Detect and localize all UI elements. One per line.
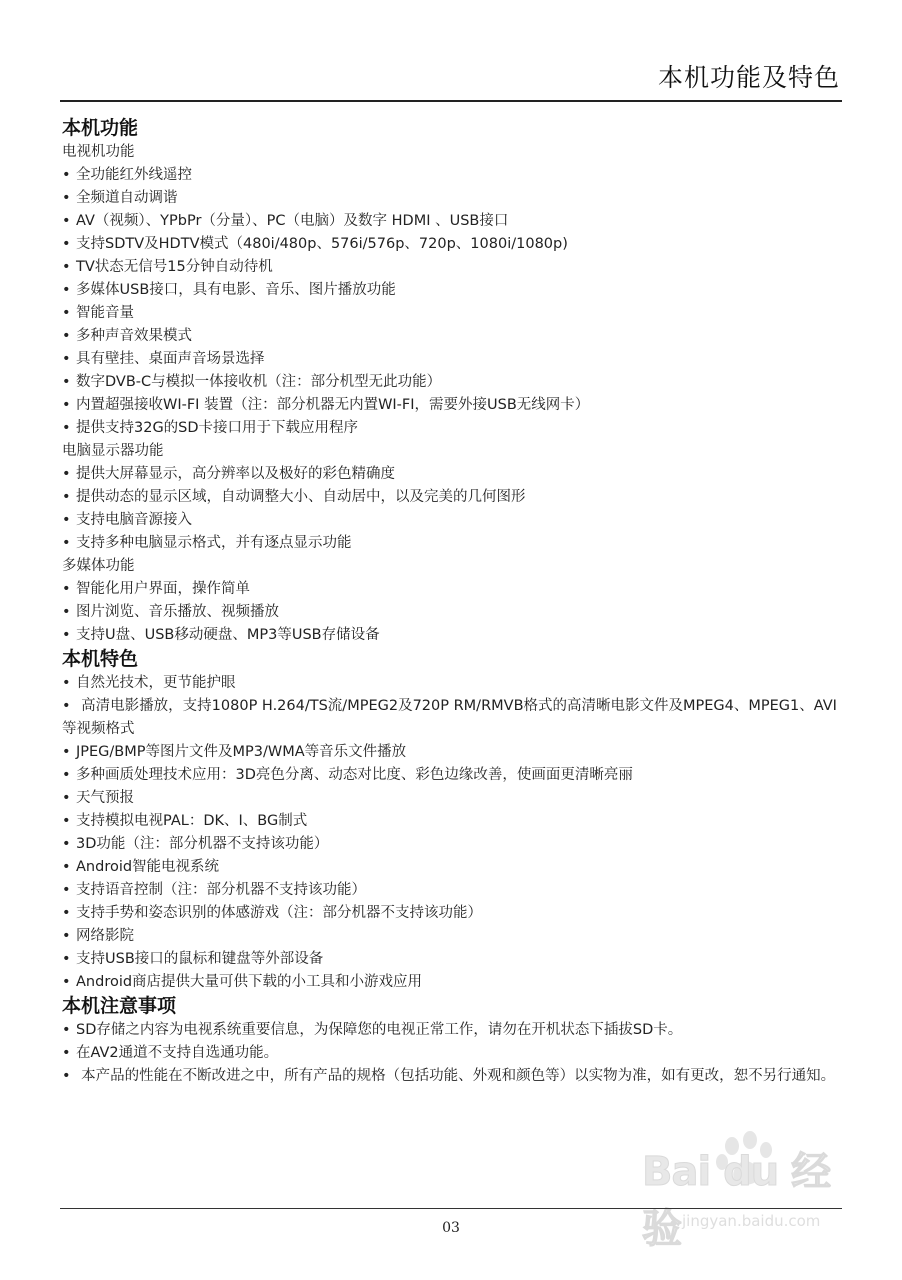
- list-item: • 全功能红外线遥控: [62, 164, 842, 187]
- list-item: • 智能音量: [62, 302, 842, 325]
- subheading-pc-functions: 电脑显示器功能: [62, 443, 164, 459]
- bullet-icon: •: [62, 767, 71, 783]
- list-item: • SD存储之内容为电视系统重要信息，为保障您的电视正常工作，请勿在开机状态下插拔SD卡。: [62, 1019, 842, 1042]
- bullet-icon: •: [62, 236, 71, 252]
- bullet-icon: •: [62, 581, 71, 597]
- list-item: • 支持手势和姿态识别的体感游戏（注：部分机器不支持该功能）: [62, 902, 842, 925]
- watermark-url: jingyan.baidu.com: [682, 1212, 821, 1230]
- list-item: • 支持语音控制（注：部分机器不支持该功能）: [62, 879, 842, 902]
- list-item: • Android商店提供大量可供下载的小工具和小游戏应用: [62, 971, 842, 994]
- list-item: • 自然光技术，更节能护眼: [62, 672, 842, 695]
- bullet-icon: •: [62, 328, 71, 344]
- list-item: • 图片浏览、音乐播放、视频播放: [62, 601, 842, 624]
- feature-list: [62, 672, 842, 994]
- bullet-icon: •: [62, 1022, 71, 1038]
- list-item: • 天气预报: [62, 787, 842, 810]
- list-item: • 智能化用户界面，操作简单: [62, 578, 842, 601]
- bullet-icon: •: [62, 420, 71, 436]
- list-item: • 数字DVB-C与模拟一体接收机（注：部分机型无此功能）: [62, 371, 842, 394]
- list-item: • JPEG/BMP等图片文件及MP3/WMA等音乐文件播放: [62, 741, 842, 764]
- list-item: • 支持多种电脑显示格式，并有逐点显示功能: [62, 532, 842, 555]
- list-item: • 多媒体USB接口，具有电影、音乐、图片播放功能: [62, 279, 842, 302]
- list-item: • 支持电脑音源接入: [62, 509, 842, 532]
- notes-list: [62, 1019, 842, 1088]
- page-title: 本机功能及特色: [657, 63, 840, 92]
- list-item: • 提供大屏幕显示，高分辨率以及极好的彩色精确度: [62, 463, 842, 486]
- bullet-icon: •: [62, 213, 71, 229]
- list-item: • 3D功能（注：部分机器不支持该功能）: [62, 833, 842, 856]
- bullet-icon: •: [62, 882, 71, 898]
- bullet-icon: •: [62, 397, 71, 413]
- list-item: • 提供动态的显示区域，自动调整大小、自动居中，以及完美的几何图形: [62, 486, 842, 509]
- bullet-icon: •: [62, 489, 71, 505]
- bullet-icon: •: [62, 604, 71, 620]
- bullet-icon: •: [62, 859, 71, 875]
- bullet-icon: •: [62, 813, 71, 829]
- list-item: • 具有壁挂、桌面声音场景选择: [62, 348, 842, 371]
- bullet-icon: •: [62, 675, 71, 691]
- bullet-icon: •: [62, 305, 71, 321]
- watermark-brand: Bai du 经验: [642, 1149, 831, 1252]
- list-item: • TV状态无信号15分钟自动待机: [62, 256, 842, 279]
- bullet-icon: •: [62, 974, 71, 990]
- bullet-icon: •: [62, 905, 71, 921]
- bullet-icon: •: [62, 535, 71, 551]
- list-item: • 多种声音效果模式: [62, 325, 842, 348]
- list-item: • 本产品的性能在不断改进之中，所有产品的规格（包括功能、外观和颜色等）以实物为准，如有更改，恕不另行通知。: [62, 1068, 836, 1084]
- bullet-icon: •: [62, 951, 71, 967]
- list-item: • 支持USB接口的鼠标和键盘等外部设备: [62, 948, 842, 971]
- list-item: • 支持SDTV及HDTV模式（480i/480p、576i/576p、720p、1080i/1080p): [62, 233, 842, 256]
- list-item: • 高清电影播放，支持1080P H.264/TS流/MPEG2及720P RM/RMVB格式的高清晰电影文件及MPEG4、MPEG1、AVI等视频格式: [62, 698, 837, 737]
- pc-function-list: [62, 463, 842, 555]
- list-item: • AV（视频）、YPbPr（分量）、PC（电脑）及数字 HDMI 、USB接口: [62, 210, 842, 233]
- bullet-icon: •: [62, 282, 71, 298]
- list-item: • 提供支持32G的SD卡接口用于下载应用程序: [62, 417, 842, 440]
- bullet-icon: •: [62, 928, 71, 944]
- bullet-icon: •: [62, 790, 71, 806]
- page-number: 03: [442, 1220, 460, 1236]
- bullet-icon: •: [62, 627, 71, 643]
- list-item: • 全频道自动调谐: [62, 187, 842, 210]
- bullet-icon: •: [62, 698, 71, 714]
- list-item: • 在AV2通道不支持自选通功能。: [62, 1042, 842, 1065]
- tv-function-list: [62, 164, 842, 440]
- bullet-icon: •: [62, 351, 71, 367]
- list-item: • 支持模拟电视PAL：DK、I、BG制式: [62, 810, 842, 833]
- bullet-icon: •: [62, 374, 71, 390]
- content-body: [62, 116, 842, 1088]
- bullet-icon: •: [62, 836, 71, 852]
- bullet-icon: •: [62, 1045, 71, 1061]
- media-function-list: [62, 578, 842, 647]
- list-item: • 支持U盘、USB移动硬盘、MP3等USB存储设备: [62, 624, 842, 647]
- subheading-media-functions: 多媒体功能: [62, 558, 135, 574]
- list-item: • Android智能电视系统: [62, 856, 842, 879]
- bullet-icon: •: [62, 167, 71, 183]
- section-heading-functions: 本机功能: [62, 117, 139, 139]
- list-item: • 多种画质处理技术应用：3D亮色分离、动态对比度、彩色边缘改善，使画面更清晰亮丽: [62, 764, 842, 787]
- page-header: [60, 50, 842, 102]
- list-item: • 网络影院: [62, 925, 842, 948]
- bullet-icon: •: [62, 744, 71, 760]
- bullet-icon: •: [62, 1068, 71, 1084]
- bullet-icon: •: [62, 259, 71, 275]
- bullet-icon: •: [62, 466, 71, 482]
- section-heading-features: 本机特色: [62, 648, 139, 670]
- list-item: • 内置超强接收WI-FI 装置（注：部分机器无内置WI-FI，需要外接USB无线网卡）: [62, 394, 842, 417]
- subheading-tv-functions: 电视机功能: [62, 144, 135, 160]
- bullet-icon: •: [62, 512, 71, 528]
- section-heading-notes: 本机注意事项: [62, 995, 177, 1017]
- bullet-icon: •: [62, 190, 71, 206]
- footer-rule: [60, 1208, 842, 1209]
